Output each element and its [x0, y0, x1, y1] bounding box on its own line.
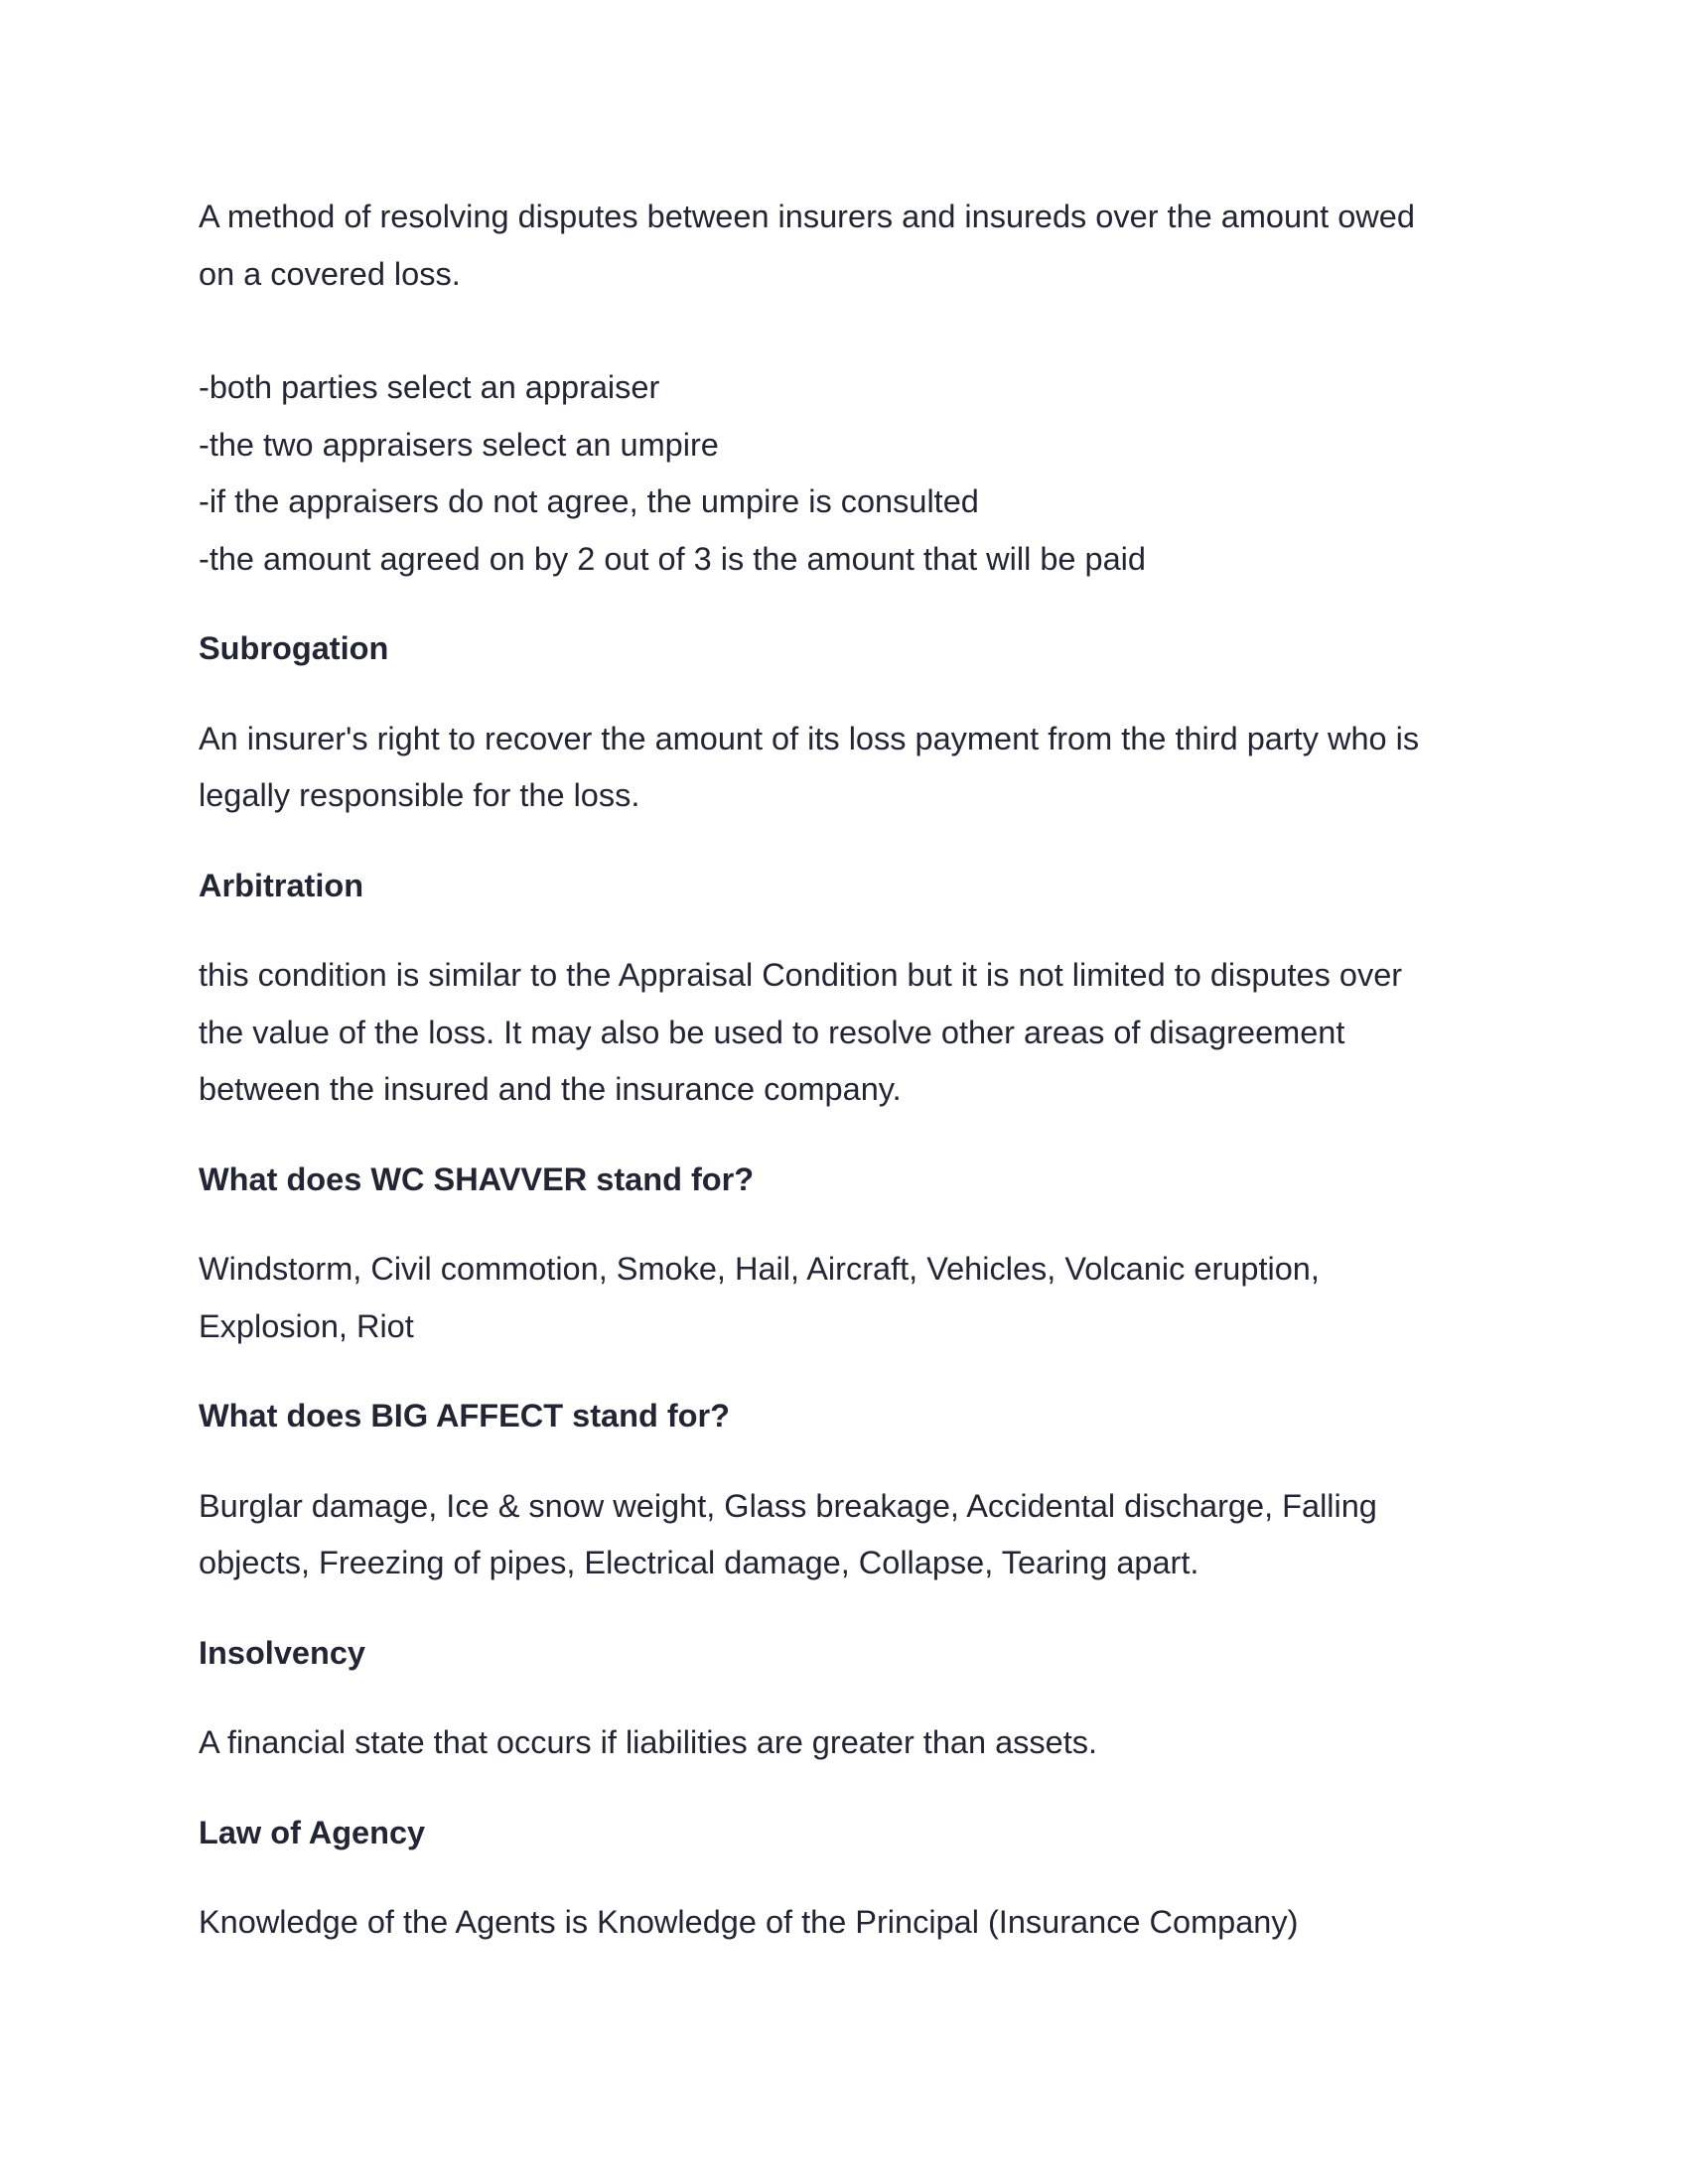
- body-line: legally responsible for the loss.: [199, 777, 640, 813]
- section-body-insolvency: [199, 1714, 1489, 1772]
- list-item: -the two appraisers select an umpire: [199, 426, 719, 463]
- section-body-arbitration: [199, 947, 1489, 1119]
- intro-line: on a covered loss.: [199, 255, 461, 292]
- body-line: the value of the loss. It may also be used to resolve other areas of disagreement: [199, 1014, 1345, 1050]
- section-body-subrogation: [199, 711, 1489, 825]
- section-body-big-affect: [199, 1478, 1489, 1592]
- list-item: -if the appraisers do not agree, the umpire is consulted: [199, 483, 979, 519]
- body-line: Knowledge of the Agents is Knowledge of the Principal (Insurance Company): [199, 1904, 1299, 1940]
- body-line: Burglar damage, Ice & snow weight, Glass breakage, Accidental discharge, Falling: [199, 1487, 1377, 1524]
- section-heading-big-affect: What does BIG AFFECT stand for?: [199, 1398, 731, 1433]
- appraisal-steps-list: [199, 359, 1489, 588]
- list-item: -both parties select an appraiser: [199, 369, 660, 405]
- section-heading-wc-shavver: What does WC SHAVVER stand for?: [199, 1160, 755, 1197]
- body-line: An insurer's right to recover the amount of its loss payment from the third party who is: [199, 720, 1420, 756]
- section-body-law-of-agency: [199, 1894, 1489, 1952]
- section-heading-law-of-agency: Law of Agency: [199, 1814, 426, 1850]
- list-item: -the amount agreed on by 2 out of 3 is the amount that will be paid: [199, 540, 1146, 577]
- section-heading-subrogation: Subrogation: [199, 630, 389, 666]
- intro-paragraph: [199, 189, 1489, 303]
- body-line: between the insured and the insurance company.: [199, 1071, 902, 1107]
- section-heading-arbitration: Arbitration: [199, 867, 364, 903]
- body-line: Explosion, Riot: [199, 1307, 414, 1344]
- body-line: Windstorm, Civil commotion, Smoke, Hail, Aircraft, Vehicles, Volcanic eruption,: [199, 1251, 1320, 1287]
- document-page: [199, 189, 1489, 1952]
- body-line: objects, Freezing of pipes, Electrical damage, Collapse, Tearing apart.: [199, 1545, 1199, 1580]
- body-line: this condition is similar to the Appraisal Condition but it is not limited to disputes over: [199, 957, 1403, 993]
- section-heading-insolvency: Insolvency: [199, 1634, 365, 1671]
- intro-line: A method of resolving disputes between insurers and insureds over the amount owed: [199, 199, 1415, 234]
- section-body-wc-shavver: [199, 1241, 1489, 1355]
- body-line: A financial state that occurs if liabilities are greater than assets.: [199, 1724, 1098, 1760]
